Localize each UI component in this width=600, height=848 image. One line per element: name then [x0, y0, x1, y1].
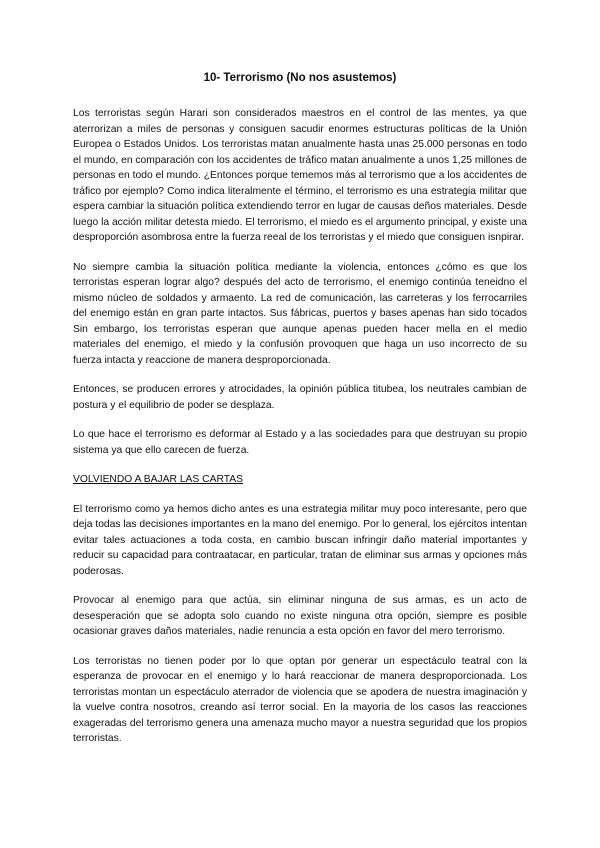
paragraph: Entonces, se producen errores y atrocidades, la opinión pública titubea, los neutrales cambian de postura y el equilibrio de poder se desplaza.	[73, 384, 527, 411]
paragraph: Los terroristas según Harari son considerados maestros en el control de las mentes, ya que aterrorizan a miles de personas y consiguen sacudir enormes estructuras políticas de la Unión Europea o Estados Unidos. Los terroristas matan anualmente hasta unas 25.000 personas en todo el mundo, en comparación con los accidentes de tráfico matan anualmente a unos 1,25 millones de personas en todo el mundo. ¿Entonces porque tememos más al terrorismo que a los accidentes de tráfico por ejemplo? Como indica literalmente el término, el terrorismo es una estrategia militar que espera cambiar la situación política extendiendo terror en lugar de causas deños materiales. Desde luego la acción militar detesta miedo. El terrorismo, el miedo es el argumento principal, y existe una desproporción asombrosa entre la fuerza reeal de los terroristas y el miedo que consiguen isnpirar.	[73, 108, 527, 243]
paragraph: El terrorismo como ya hemos dicho antes es una estrategia militar muy poco interesante, pero que deja todas las decisiones importantes en la mano del enemigo. Por lo general, los ejércitos intentan evitar tales actuaciones a toda costa, en cambio buscan infringir daño material importantes y reducir su capacidad para contraatacar, en particular, tratan de eliminar sus armas y opciones más poderosas.	[73, 503, 527, 577]
paragraph: Los terroristas no tienen poder por lo que optan por generar un espectáculo teatral con la esperanza de provocar en el enemigo y lo hará reaccionar de manera desproporcionada. Los terroristas montan un espectáculo aterrador de violencia que se apodera de nuestra imaginación y la vuelve contra nosotros, creando así terror social. En la mayoria de los casos las reacciones exageradas del terrorismo genera una amenaza mucho mayor a nuestra seguridad que los propios terroristas.	[73, 655, 527, 744]
section-heading: VOLVIENDO A BAJAR LAS CARTAS	[73, 474, 243, 485]
paragraph: Provocar al enemigo para que actúa, sin eliminar ninguna de sus armas, es un acto de desesperación que se adopta solo cuando no existe ninguna otra opción, siempre es posible ocasionar graves daños materiales, nadie renuncia a esta opción en favor del mero terrorismo.	[73, 595, 527, 637]
document-title: 10- Terrorismo (No nos asustemos)	[203, 72, 397, 84]
paragraph: Lo que hace el terrorismo es deformar al Estado y a las sociedades para que destruyan su propio sistema ya que ello carecen de fuerza.	[73, 429, 527, 456]
paragraph: No siempre cambia la situación política mediante la violencia, entonces ¿cómo es que los terroristas esperan lograr algo? después del acto de terrorismo, el enemigo continúa teneidno el mismo núcleo de soldados y armaento. La red de comunicación, las carreteras y los ferrocarriles del enemigo están en gran parte intactos. Sus fábricas, puertos y bases apenas han sido tocados Sin embargo, los terroristas esperan que aunque apenas pueden hacer mella en el medio materiales del enemigo, el miedo y la confusión provoquen que haga un uso incorrecto de su fuerza intacta y reaccione de manera desproporcionada.	[73, 261, 527, 366]
